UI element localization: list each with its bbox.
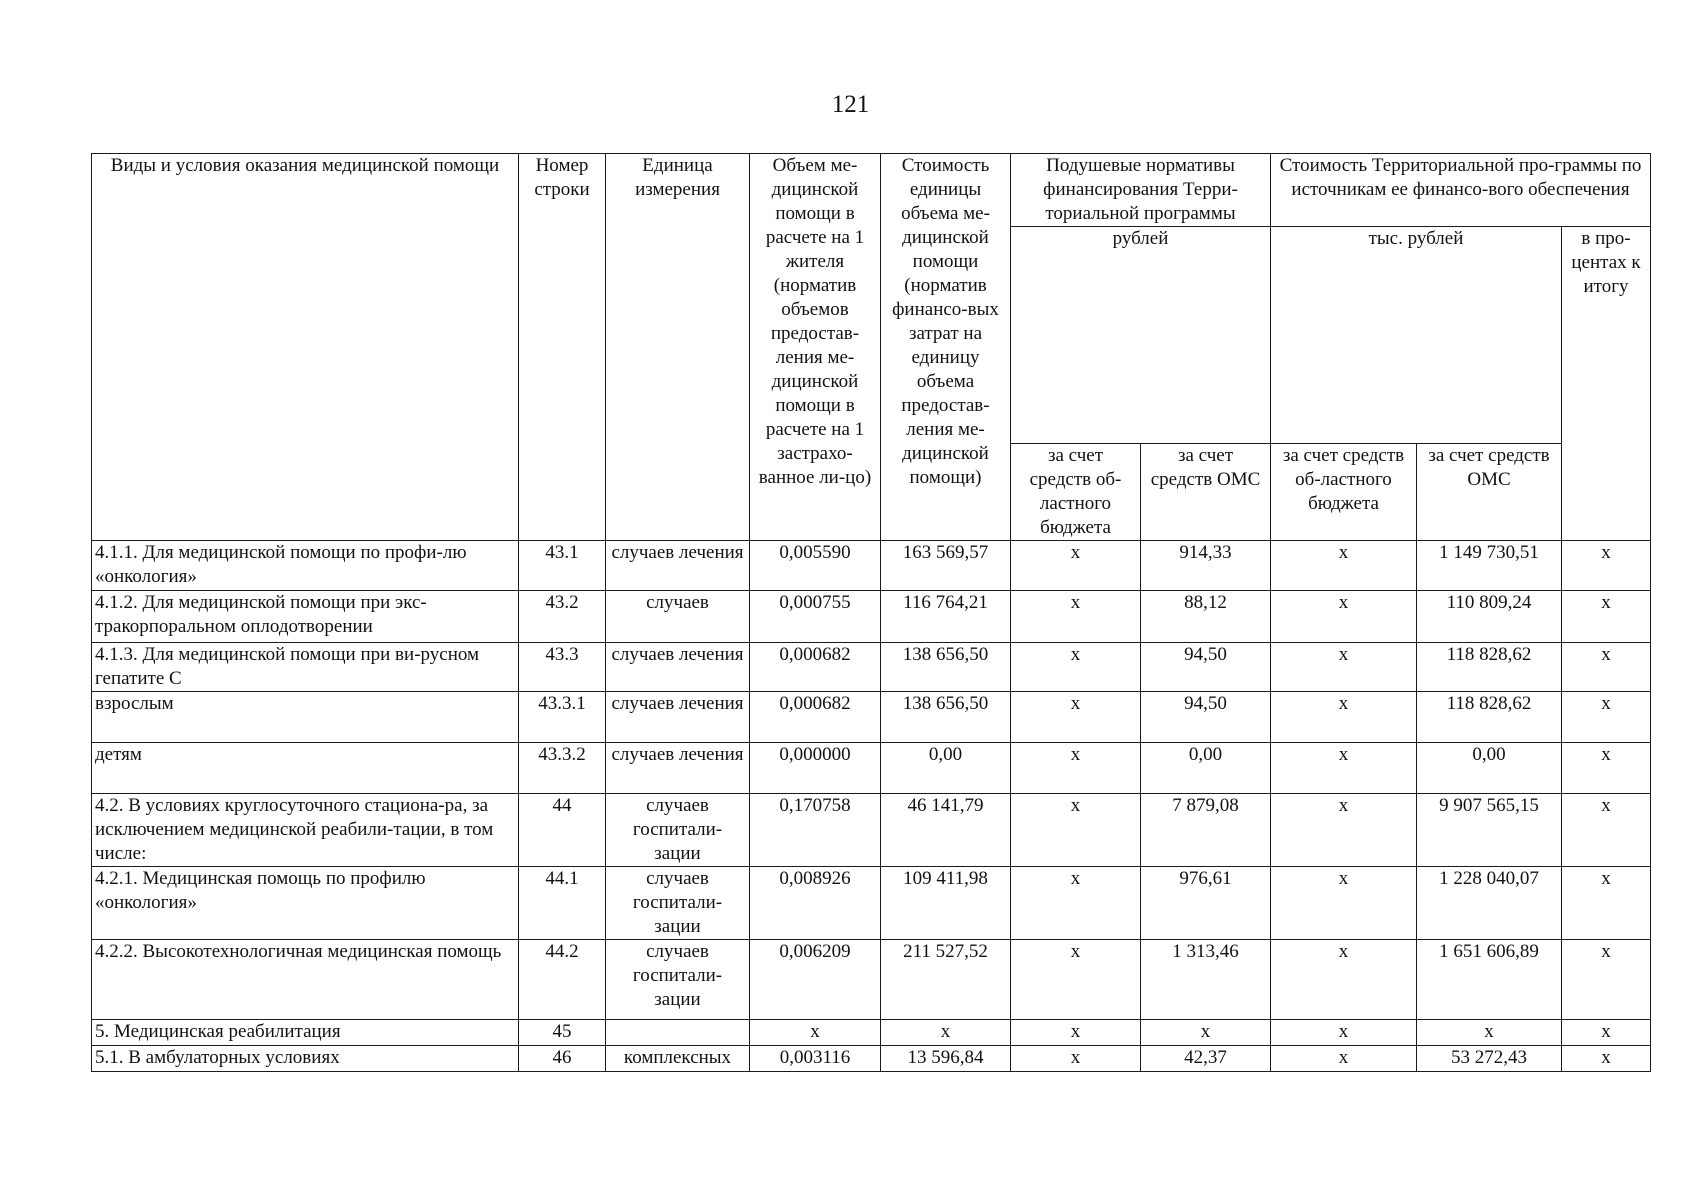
row-total-oms: х xyxy=(1417,1020,1562,1046)
row-unit: комплексных xyxy=(606,1046,750,1072)
row-unit: случаев лечения xyxy=(606,743,750,794)
row-percent: х xyxy=(1562,867,1651,940)
row-percent: х xyxy=(1562,743,1651,794)
row-per-capita-regional: х xyxy=(1011,692,1141,743)
row-unit: случаев госпитали-зации xyxy=(606,794,750,867)
row-total-regional: х xyxy=(1271,743,1417,794)
header-oms: за счет средств ОМС xyxy=(1141,444,1271,541)
row-total-regional: х xyxy=(1271,867,1417,940)
row-per-capita-regional: х xyxy=(1011,541,1141,591)
header-kinds: Виды и условия оказания медицинской помощи xyxy=(92,154,519,541)
row-unit: случаев лечения xyxy=(606,541,750,591)
row-number: 45 xyxy=(519,1020,606,1046)
row-per-capita-regional: х xyxy=(1011,940,1141,1020)
row-number: 43.3 xyxy=(519,643,606,692)
row-per-capita-regional: х xyxy=(1011,1020,1141,1046)
table-row xyxy=(92,591,1651,643)
row-cost: х xyxy=(881,1020,1011,1046)
row-percent: х xyxy=(1562,940,1651,1020)
row-name: взрослым xyxy=(92,692,519,743)
row-percent: х xyxy=(1562,643,1651,692)
row-cost: 138 656,50 xyxy=(881,643,1011,692)
header-per-capita: Подушевые нормативы финансирования Терри-ториальной программы xyxy=(1011,154,1271,227)
table-row xyxy=(92,692,1651,743)
row-volume: 0,170758 xyxy=(750,794,881,867)
row-unit: случаев лечения xyxy=(606,643,750,692)
header-thousand-rubles: тыс. рублей xyxy=(1271,227,1562,444)
page-number: 121 xyxy=(831,91,870,118)
row-volume: 0,000000 xyxy=(750,743,881,794)
row-per-capita-regional: х xyxy=(1011,643,1141,692)
row-name: 4.1.2. Для медицинской помощи при экс-тракорпоральном оплодотворении xyxy=(92,591,519,643)
header-volume: Объем ме-дицинской помощи в расчете на 1 жителя (норматив объемов предостав-ления ме-дицинской помощи в расчете на 1 застрахо-ванное ли-цо) xyxy=(750,154,881,541)
row-total-oms: 1 651 606,89 xyxy=(1417,940,1562,1020)
row-total-regional: х xyxy=(1271,541,1417,591)
row-cost: 138 656,50 xyxy=(881,692,1011,743)
header-regional-budget-total: за счет средств об-ластного бюджета xyxy=(1271,444,1417,541)
table-row xyxy=(92,1046,1651,1072)
row-per-capita-oms: 976,61 xyxy=(1141,867,1271,940)
row-total-oms: 9 907 565,15 xyxy=(1417,794,1562,867)
row-name: 5.1. В амбулаторных условиях xyxy=(92,1046,519,1072)
row-volume: 0,008926 xyxy=(750,867,881,940)
row-per-capita-oms: 94,50 xyxy=(1141,692,1271,743)
row-unit xyxy=(606,1020,750,1046)
row-percent: х xyxy=(1562,541,1651,591)
row-percent: х xyxy=(1562,591,1651,643)
table-row xyxy=(92,541,1651,591)
row-volume: 0,000682 xyxy=(750,643,881,692)
row-volume: 0,000682 xyxy=(750,692,881,743)
row-total-oms: 110 809,24 xyxy=(1417,591,1562,643)
row-percent: х xyxy=(1562,794,1651,867)
header-row-number: Номер строки xyxy=(519,154,606,541)
row-volume: 0,005590 xyxy=(750,541,881,591)
row-unit: случаев лечения xyxy=(606,692,750,743)
row-name: 4.2.1. Медицинская помощь по профилю «онкология» xyxy=(92,867,519,940)
row-volume: х xyxy=(750,1020,881,1046)
financing-table xyxy=(91,153,1651,1072)
row-percent: х xyxy=(1562,1046,1651,1072)
row-per-capita-oms: 88,12 xyxy=(1141,591,1271,643)
table-row xyxy=(92,867,1651,940)
row-per-capita-regional: х xyxy=(1011,743,1141,794)
row-number: 43.2 xyxy=(519,591,606,643)
row-name: 4.2. В условиях круглосуточного стациона-ра, за исключением медицинской реабили-тации, в том числе: xyxy=(92,794,519,867)
row-number: 43.3.1 xyxy=(519,692,606,743)
row-volume: 0,003116 xyxy=(750,1046,881,1072)
row-per-capita-regional: х xyxy=(1011,1046,1141,1072)
row-name: 4.1.3. Для медицинской помощи при ви-русном гепатите С xyxy=(92,643,519,692)
row-per-capita-regional: х xyxy=(1011,591,1141,643)
header-percent: в про-центах к итогу xyxy=(1562,227,1651,541)
row-per-capita-oms: х xyxy=(1141,1020,1271,1046)
row-percent: х xyxy=(1562,692,1651,743)
row-per-capita-oms: 42,37 xyxy=(1141,1046,1271,1072)
row-cost: 46 141,79 xyxy=(881,794,1011,867)
row-total-oms: 118 828,62 xyxy=(1417,643,1562,692)
row-total-regional: х xyxy=(1271,643,1417,692)
header-row-1 xyxy=(92,154,1651,227)
row-per-capita-oms: 7 879,08 xyxy=(1141,794,1271,867)
row-unit: случаев госпитали-зации xyxy=(606,940,750,1020)
row-cost: 116 764,21 xyxy=(881,591,1011,643)
table-row xyxy=(92,794,1651,867)
row-percent: х xyxy=(1562,1020,1651,1046)
row-unit: случаев госпитали-зации xyxy=(606,867,750,940)
row-total-oms: 53 272,43 xyxy=(1417,1046,1562,1072)
row-total-oms: 1 149 730,51 xyxy=(1417,541,1562,591)
row-name: 5. Медицинская реабилитация xyxy=(92,1020,519,1046)
header-program-cost: Стоимость Территориальной про-граммы по источникам ее финансо-вого обеспечения xyxy=(1271,154,1651,227)
row-total-regional: х xyxy=(1271,794,1417,867)
row-volume: 0,006209 xyxy=(750,940,881,1020)
row-volume: 0,000755 xyxy=(750,591,881,643)
row-total-regional: х xyxy=(1271,591,1417,643)
header-oms-total: за счет средств ОМС xyxy=(1417,444,1562,541)
row-total-regional: х xyxy=(1271,692,1417,743)
header-rubles: рублей xyxy=(1011,227,1271,444)
row-total-regional: х xyxy=(1271,1046,1417,1072)
row-unit: случаев xyxy=(606,591,750,643)
row-cost: 211 527,52 xyxy=(881,940,1011,1020)
header-regional-budget: за счет средств об-ластного бюджета xyxy=(1011,444,1141,541)
row-number: 43.3.2 xyxy=(519,743,606,794)
row-cost: 109 411,98 xyxy=(881,867,1011,940)
row-cost: 163 569,57 xyxy=(881,541,1011,591)
table-row xyxy=(92,1020,1651,1046)
row-per-capita-regional: х xyxy=(1011,867,1141,940)
row-total-regional: х xyxy=(1271,1020,1417,1046)
row-number: 44.2 xyxy=(519,940,606,1020)
row-cost: 0,00 xyxy=(881,743,1011,794)
row-per-capita-oms: 914,33 xyxy=(1141,541,1271,591)
table-row xyxy=(92,940,1651,1020)
row-per-capita-oms: 94,50 xyxy=(1141,643,1271,692)
row-cost: 13 596,84 xyxy=(881,1046,1011,1072)
row-total-regional: х xyxy=(1271,940,1417,1020)
row-number: 46 xyxy=(519,1046,606,1072)
row-per-capita-oms: 1 313,46 xyxy=(1141,940,1271,1020)
row-total-oms: 1 228 040,07 xyxy=(1417,867,1562,940)
row-number: 44.1 xyxy=(519,867,606,940)
table-row xyxy=(92,643,1651,692)
table-row xyxy=(92,743,1651,794)
header-unit-cost: Стоимость единицы объема ме-дицинской помощи (норматив финансо-вых затрат на единицу объема предостав-ления ме-дицинской помощи) xyxy=(881,154,1011,541)
row-name: детям xyxy=(92,743,519,794)
row-name: 4.1.1. Для медицинской помощи по профи-лю «онкология» xyxy=(92,541,519,591)
row-total-oms: 118 828,62 xyxy=(1417,692,1562,743)
row-name: 4.2.2. Высокотехнологичная медицинская помощь xyxy=(92,940,519,1020)
row-total-oms: 0,00 xyxy=(1417,743,1562,794)
row-number: 44 xyxy=(519,794,606,867)
row-per-capita-oms: 0,00 xyxy=(1141,743,1271,794)
row-per-capita-regional: х xyxy=(1011,794,1141,867)
header-unit: Единица измерения xyxy=(606,154,750,541)
row-number: 43.1 xyxy=(519,541,606,591)
